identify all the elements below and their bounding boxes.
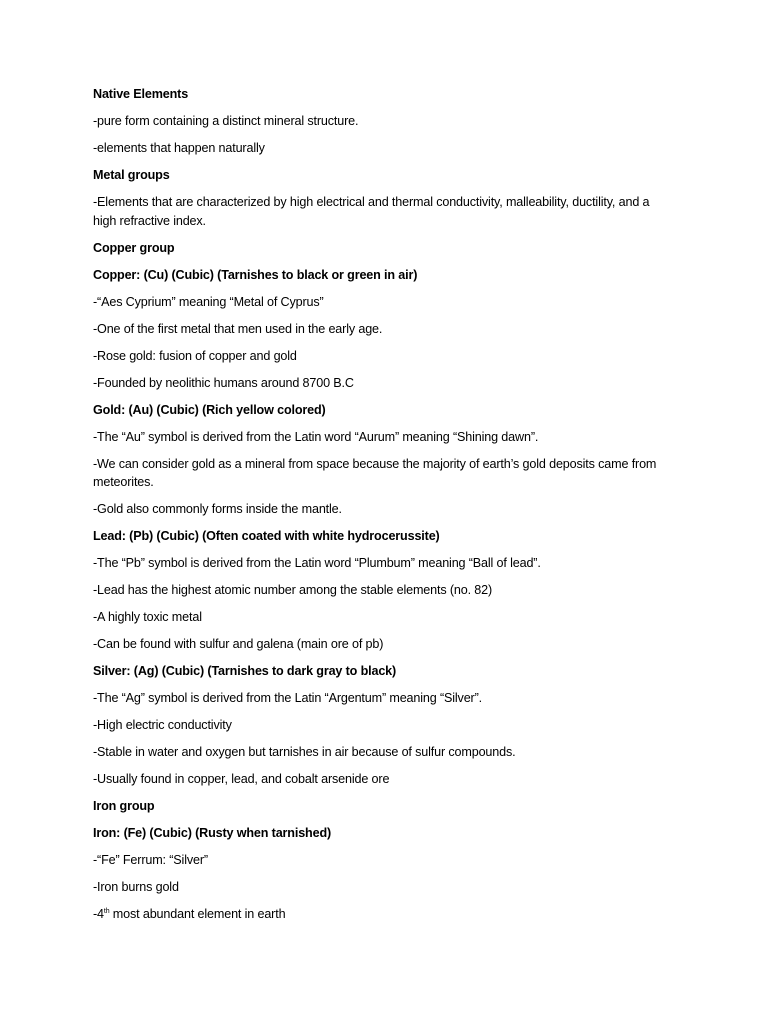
paragraph: -Elements that are characterized by high electrical and thermal conductivity, malleability, ductility, and a high refractive index. [93,195,650,228]
paragraph: -Stable in water and oxygen but tarnishes in air because of sulfur compounds. [93,745,516,759]
paragraph: -“Aes Cyprium” meaning “Metal of Cyprus” [93,294,324,309]
ordinal-superscript: th [103,907,110,915]
paragraph: -The “Au” symbol is derived from the Latin word “Aurum” meaning “Shining dawn”. [93,429,539,444]
section-heading: Lead: (Pb) (Cubic) (Often coated with white hydrocerussite) [93,529,440,543]
paragraph: -“Fe” Ferrum: “Silver” [93,853,208,867]
abundance-text: most abundant element in earth [109,907,286,921]
section-heading: Gold: (Au) (Cubic) (Rich yellow colored) [93,402,326,417]
section-heading: Silver: (Ag) (Cubic) (Tarnishes to dark gray to black) [93,664,397,678]
paragraph: -Founded by neolithic humans around 8700 B.C [93,375,354,390]
paragraph-abundance [93,905,673,924]
paragraph: -High electric conductivity [93,718,232,732]
abundance-prefix: -4 [93,907,104,921]
paragraph: -Rose gold: fusion of copper and gold [93,348,297,363]
paragraph: -Iron burns gold [93,880,179,894]
document-page [93,85,673,932]
paragraph: -We can consider gold as a mineral from space because the majority of earth’s gold deposits came from meteorites. [93,456,657,489]
section-heading: Native Elements [93,87,189,101]
paragraph: -A highly toxic metal [93,610,202,624]
paragraph: -Usually found in copper, lead, and cobalt arsenide ore [93,772,390,786]
paragraph: -The “Ag” symbol is derived from the Latin “Argentum” meaning “Silver”. [93,691,482,705]
section-heading: Copper: (Cu) (Cubic) (Tarnishes to black or green in air) [93,267,418,282]
paragraph: -pure form containing a distinct mineral structure. [93,114,359,128]
section-heading: Iron group [93,799,155,813]
paragraph: -elements that happen naturally [93,141,265,155]
section-heading: Iron: (Fe) (Cubic) (Rusty when tarnished) [93,826,332,840]
document-body [93,85,673,897]
paragraph: -Can be found with sulfur and galena (main ore of pb) [93,637,384,651]
paragraph: -The “Pb” symbol is derived from the Latin word “Plumbum” meaning “Ball of lead”. [93,556,541,570]
paragraph: -Gold also commonly forms inside the mantle. [93,502,342,516]
section-heading: Copper group [93,240,175,255]
paragraph: -Lead has the highest atomic number among the stable elements (no. 82) [93,583,493,597]
section-heading: Metal groups [93,168,170,182]
paragraph: -One of the first metal that men used in the early age. [93,321,383,336]
